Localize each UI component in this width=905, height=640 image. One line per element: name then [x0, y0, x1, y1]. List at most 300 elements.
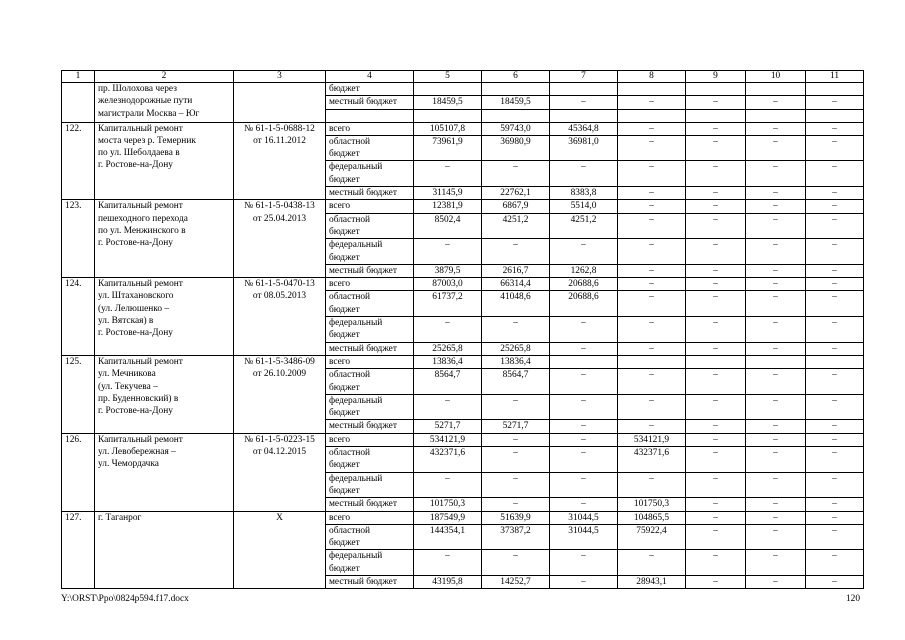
- funding-source-line: областной: [329, 525, 371, 536]
- object-name-cell: [95, 355, 234, 433]
- col-header: 4: [326, 71, 414, 83]
- amount-cell: 4251,2: [482, 213, 550, 239]
- funding-source-cell: [326, 96, 414, 109]
- amount-cell: –: [806, 342, 864, 355]
- object-name-line: г. Ростове-на-Дону: [98, 406, 173, 417]
- amount-cell: 12381,9: [414, 200, 482, 213]
- object-name-line: Капитальный ремонт: [98, 356, 183, 367]
- amount-cell: –: [806, 433, 864, 446]
- amount-cell: 36980,9: [482, 135, 550, 161]
- amount-cell: –: [482, 433, 550, 446]
- col-header: 3: [234, 71, 326, 83]
- funding-source-line: всего: [329, 123, 351, 134]
- amount-cell: –: [746, 317, 806, 343]
- funding-source-line: федеральный: [329, 318, 383, 329]
- amount-cell: –: [482, 498, 550, 511]
- object-name-line: г. Ростове-на-Дону: [98, 238, 173, 249]
- amount-cell: –: [746, 239, 806, 265]
- col-header: 10: [746, 71, 806, 83]
- amount-cell: –: [746, 342, 806, 355]
- table-row: [62, 511, 864, 524]
- amount-cell: –: [686, 550, 746, 576]
- header-row: [62, 71, 864, 83]
- amount-cell: 13836,4: [414, 355, 482, 368]
- amount-cell: 8502,4: [414, 213, 482, 239]
- funding-source-line: бюджет: [329, 304, 360, 315]
- amount-cell: [482, 83, 550, 96]
- amount-cell: [686, 109, 746, 122]
- object-name-line: ул. Чемордачка: [98, 459, 159, 470]
- amount-cell: 31044,5: [550, 511, 618, 524]
- amount-cell: –: [746, 96, 806, 109]
- amount-cell: 104865,5: [618, 511, 686, 524]
- amount-cell: 144354,1: [414, 524, 482, 550]
- amount-cell: [746, 109, 806, 122]
- item-number: 125.: [62, 355, 95, 433]
- amount-cell: 2616,7: [482, 264, 550, 277]
- amount-cell: –: [414, 239, 482, 265]
- funding-source-cell: [326, 135, 414, 161]
- amount-cell: –: [550, 317, 618, 343]
- funding-source-line: областной: [329, 370, 371, 381]
- amount-cell: –: [806, 447, 864, 473]
- amount-cell: –: [482, 472, 550, 498]
- amount-cell: 20688,6: [550, 291, 618, 317]
- amount-cell: –: [618, 420, 686, 433]
- table-row: [62, 200, 864, 213]
- funding-source-line: бюджет: [329, 84, 360, 94]
- funding-source-line: местный бюджет: [329, 97, 397, 108]
- amount-cell: –: [482, 550, 550, 576]
- amount-cell: –: [746, 524, 806, 550]
- amount-cell: –: [746, 550, 806, 576]
- amount-cell: –: [686, 575, 746, 588]
- amount-cell: –: [746, 291, 806, 317]
- footer-file-path: Y:\ORST\Ppo\0824p594.f17.docx: [61, 594, 189, 604]
- amount-cell: –: [618, 161, 686, 187]
- expertise-doc-line: от 08.05.2013: [252, 291, 307, 302]
- funding-source-cell: [326, 278, 414, 291]
- amount-cell: 187549,9: [414, 511, 482, 524]
- amount-cell: –: [686, 511, 746, 524]
- amount-cell: 6867,9: [482, 200, 550, 213]
- amount-cell: –: [686, 447, 746, 473]
- table-row: [62, 278, 864, 291]
- amount-cell: –: [550, 342, 618, 355]
- amount-cell: –: [806, 96, 864, 109]
- amount-cell: –: [414, 550, 482, 576]
- amount-cell: –: [618, 291, 686, 317]
- amount-cell: –: [686, 498, 746, 511]
- amount-cell: –: [618, 187, 686, 200]
- amount-cell: –: [806, 317, 864, 343]
- amount-cell: –: [806, 550, 864, 576]
- col-header: 5: [414, 71, 482, 83]
- amount-cell: –: [686, 369, 746, 395]
- col-header: 2: [95, 71, 234, 83]
- amount-cell: –: [746, 575, 806, 588]
- amount-cell: –: [550, 239, 618, 265]
- amount-cell: –: [806, 200, 864, 213]
- expertise-doc-line: № 61-1-5-0223-15: [244, 434, 315, 445]
- amount-cell: 28943,1: [618, 575, 686, 588]
- funding-source-cell: [326, 420, 414, 433]
- amount-cell: –: [618, 317, 686, 343]
- amount-cell: –: [806, 511, 864, 524]
- amount-cell: 534121,9: [414, 433, 482, 446]
- amount-cell: 43195,8: [414, 575, 482, 588]
- amount-cell: [550, 83, 618, 96]
- amount-cell: –: [806, 472, 864, 498]
- funding-source-line: бюджет: [329, 408, 360, 419]
- amount-cell: 101750,3: [618, 498, 686, 511]
- expertise-doc-cell: [234, 433, 326, 511]
- amount-cell: –: [618, 200, 686, 213]
- amount-cell: –: [686, 122, 746, 135]
- item-number: 123.: [62, 200, 95, 278]
- amount-cell: [746, 355, 806, 368]
- expertise-doc-cell: [234, 355, 326, 433]
- funding-source-cell: [326, 447, 414, 473]
- amount-cell: –: [806, 135, 864, 161]
- amount-cell: –: [746, 187, 806, 200]
- funding-source-cell: [326, 498, 414, 511]
- funding-source-line: всего: [329, 512, 351, 523]
- object-name-line: г. Ростове-на-Дону: [98, 160, 173, 171]
- amount-cell: [618, 109, 686, 122]
- amount-cell: –: [414, 161, 482, 187]
- object-name-line: моста через р. Темерник: [98, 135, 196, 146]
- amount-cell: 534121,9: [618, 433, 686, 446]
- object-name-cell: [95, 433, 234, 511]
- funding-source-cell: [326, 291, 414, 317]
- expertise-doc-line: № 61-1-5-0688-12: [244, 123, 315, 134]
- amount-cell: –: [550, 96, 618, 109]
- object-name-line: Капитальный ремонт: [98, 123, 183, 134]
- funding-source-cell: [326, 394, 414, 420]
- amount-cell: –: [618, 369, 686, 395]
- funding-source-line: местный бюджет: [329, 421, 397, 432]
- amount-cell: –: [806, 278, 864, 291]
- amount-cell: –: [746, 135, 806, 161]
- item-number: 127.: [62, 511, 95, 589]
- amount-cell: –: [686, 96, 746, 109]
- amount-cell: –: [746, 161, 806, 187]
- amount-cell: –: [550, 447, 618, 473]
- amount-cell: 22762,1: [482, 187, 550, 200]
- col-header: 6: [482, 71, 550, 83]
- funding-source-line: областной: [329, 136, 371, 147]
- amount-cell: [550, 355, 618, 368]
- amount-cell: 41048,6: [482, 291, 550, 317]
- amount-cell: –: [482, 161, 550, 187]
- funding-source-cell: [326, 200, 414, 213]
- amount-cell: –: [806, 187, 864, 200]
- amount-cell: –: [686, 342, 746, 355]
- object-name-line: г. Таганрог: [98, 512, 142, 523]
- funding-source-cell: [326, 355, 414, 368]
- amount-cell: –: [618, 135, 686, 161]
- amount-cell: 105107,8: [414, 122, 482, 135]
- amount-cell: –: [806, 369, 864, 395]
- funding-source-cell: [326, 511, 414, 524]
- amount-cell: [618, 83, 686, 96]
- amount-cell: –: [686, 317, 746, 343]
- amount-cell: 31044,5: [550, 524, 618, 550]
- amount-cell: –: [482, 317, 550, 343]
- amount-cell: –: [414, 317, 482, 343]
- amount-cell: 18459,5: [414, 96, 482, 109]
- amount-cell: 5514,0: [550, 200, 618, 213]
- amount-cell: –: [618, 239, 686, 265]
- amount-cell: 5271,7: [482, 420, 550, 433]
- amount-cell: –: [618, 550, 686, 576]
- object-name-line: (ул. Лелюшенко –: [98, 303, 170, 314]
- funding-source-line: всего: [329, 279, 351, 290]
- amount-cell: –: [686, 264, 746, 277]
- expertise-doc-cell: [234, 278, 326, 356]
- funding-source-line: бюджет: [329, 174, 360, 185]
- table-row: [62, 83, 864, 96]
- amount-cell: –: [482, 239, 550, 265]
- object-name-cell: [95, 83, 234, 123]
- object-name-line: Капитальный ремонт: [98, 201, 183, 212]
- col-header: 7: [550, 71, 618, 83]
- amount-cell: –: [746, 264, 806, 277]
- amount-cell: –: [550, 420, 618, 433]
- table-row: [62, 433, 864, 446]
- funding-source-line: бюджет: [329, 382, 360, 393]
- object-name-line: по ул. Шеболдаева в: [98, 148, 180, 159]
- amount-cell: [686, 83, 746, 96]
- expertise-doc-line: № 61-1-5-0470-13: [244, 279, 315, 290]
- amount-cell: –: [746, 278, 806, 291]
- funding-source-cell: [326, 369, 414, 395]
- amount-cell: 45364,8: [550, 122, 618, 135]
- object-name-line: железнодорожные пути: [98, 96, 193, 107]
- amount-cell: –: [746, 200, 806, 213]
- funding-source-cell: [326, 187, 414, 200]
- amount-cell: 101750,3: [414, 498, 482, 511]
- funding-source-line: бюджет: [329, 485, 360, 496]
- item-number: [62, 83, 95, 123]
- amount-cell: –: [618, 342, 686, 355]
- amount-cell: 87003,0: [414, 278, 482, 291]
- funding-source-cell: [326, 83, 414, 96]
- object-name-cell: [95, 511, 234, 589]
- amount-cell: –: [746, 394, 806, 420]
- amount-cell: 8564,7: [414, 369, 482, 395]
- item-number: 126.: [62, 433, 95, 511]
- funding-source-line: областной: [329, 292, 371, 303]
- funding-source-line: бюджет: [329, 538, 360, 549]
- amount-cell: 25265,8: [414, 342, 482, 355]
- amount-cell: –: [686, 291, 746, 317]
- object-name-line: ул. Левобережная –: [98, 447, 176, 458]
- footer-page-number: 120: [845, 594, 860, 604]
- amount-cell: –: [806, 524, 864, 550]
- funding-source-line: всего: [329, 201, 351, 212]
- amount-cell: 432371,6: [414, 447, 482, 473]
- amount-cell: –: [550, 498, 618, 511]
- amount-cell: –: [618, 264, 686, 277]
- amount-cell: –: [806, 213, 864, 239]
- amount-cell: 59743,0: [482, 122, 550, 135]
- amount-cell: –: [686, 278, 746, 291]
- object-name-cell: [95, 122, 234, 200]
- amount-cell: –: [746, 369, 806, 395]
- table-row: [62, 355, 864, 368]
- object-name-cell: [95, 200, 234, 278]
- object-name-line: ул. Мечникова: [98, 369, 156, 380]
- expertise-doc-cell: [234, 122, 326, 200]
- funding-source-cell: [326, 317, 414, 343]
- funding-source-cell: [326, 433, 414, 446]
- amount-cell: –: [550, 394, 618, 420]
- funding-source-line: бюджет: [329, 330, 360, 341]
- amount-cell: 31145,9: [414, 187, 482, 200]
- funding-source-line: местный бюджет: [329, 499, 397, 510]
- funding-source-line: всего: [329, 356, 351, 367]
- expertise-doc-line: от 26.10.2009: [252, 369, 307, 380]
- amount-cell: 18459,5: [482, 96, 550, 109]
- amount-cell: –: [686, 472, 746, 498]
- expertise-doc-cell: [234, 200, 326, 278]
- amount-cell: –: [746, 511, 806, 524]
- col-header: 8: [618, 71, 686, 83]
- funding-source-line: местный бюджет: [329, 188, 397, 199]
- funding-source-cell: [326, 161, 414, 187]
- amount-cell: 61737,2: [414, 291, 482, 317]
- amount-cell: 1262,8: [550, 264, 618, 277]
- expertise-doc-line: № 61-1-5-0438-13: [244, 201, 315, 212]
- amount-cell: 14252,7: [482, 575, 550, 588]
- budget-table: [61, 70, 864, 589]
- object-name-line: по ул. Менжинского в: [98, 225, 186, 236]
- amount-cell: –: [746, 447, 806, 473]
- amount-cell: –: [746, 472, 806, 498]
- object-name-line: ул. Штахановского: [98, 291, 174, 302]
- amount-cell: –: [550, 550, 618, 576]
- amount-cell: –: [686, 394, 746, 420]
- object-name-line: Капитальный ремонт: [98, 279, 183, 290]
- funding-source-line: федеральный: [329, 551, 383, 562]
- expertise-doc-line: от 04.12.2015: [252, 447, 307, 458]
- col-header: 9: [686, 71, 746, 83]
- funding-source-cell: [326, 472, 414, 498]
- funding-source-cell: [326, 264, 414, 277]
- expertise-doc-cell: [234, 511, 326, 589]
- amount-cell: –: [686, 187, 746, 200]
- amount-cell: –: [746, 433, 806, 446]
- amount-cell: 8383,8: [550, 187, 618, 200]
- amount-cell: [550, 109, 618, 122]
- funding-source-cell: [326, 122, 414, 135]
- funding-source-cell: [326, 342, 414, 355]
- amount-cell: [686, 355, 746, 368]
- amount-cell: [482, 109, 550, 122]
- amount-cell: –: [550, 369, 618, 395]
- amount-cell: 3879,5: [414, 264, 482, 277]
- amount-cell: –: [686, 239, 746, 265]
- amount-cell: [414, 83, 482, 96]
- amount-cell: –: [686, 213, 746, 239]
- amount-cell: 36981,0: [550, 135, 618, 161]
- amount-cell: 66314,4: [482, 278, 550, 291]
- amount-cell: 8564,7: [482, 369, 550, 395]
- amount-cell: 5271,7: [414, 420, 482, 433]
- object-name-line: Капитальный ремонт: [98, 434, 183, 445]
- object-name-line: ул. Вятская) в: [98, 316, 154, 327]
- amount-cell: –: [806, 264, 864, 277]
- amount-cell: –: [618, 122, 686, 135]
- funding-source-line: областной: [329, 214, 371, 225]
- amount-cell: 51639,9: [482, 511, 550, 524]
- expertise-doc-line: от 25.04.2013: [252, 213, 307, 224]
- amount-cell: –: [806, 575, 864, 588]
- col-header: 1: [62, 71, 95, 83]
- amount-cell: –: [686, 135, 746, 161]
- amount-cell: –: [686, 524, 746, 550]
- amount-cell: –: [414, 472, 482, 498]
- amount-cell: 20688,6: [550, 278, 618, 291]
- amount-cell: [806, 355, 864, 368]
- amount-cell: –: [806, 498, 864, 511]
- funding-source-line: областной: [329, 448, 371, 459]
- amount-cell: –: [806, 291, 864, 317]
- amount-cell: –: [806, 161, 864, 187]
- expertise-doc-line: Х: [276, 512, 283, 523]
- funding-source-line: бюджет: [329, 563, 360, 574]
- expertise-doc-cell: [234, 83, 326, 123]
- amount-cell: –: [550, 161, 618, 187]
- amount-cell: [806, 83, 864, 96]
- funding-source-line: местный бюджет: [329, 265, 397, 276]
- amount-cell: –: [686, 200, 746, 213]
- item-number: 122.: [62, 122, 95, 200]
- object-name-line: пр. Буденновский) в: [98, 393, 179, 404]
- object-name-line: пр. Шолохова через: [98, 84, 177, 94]
- amount-cell: –: [482, 447, 550, 473]
- funding-source-line: федеральный: [329, 240, 383, 251]
- amount-cell: –: [686, 420, 746, 433]
- funding-source-line: местный бюджет: [329, 576, 397, 587]
- amount-cell: –: [806, 122, 864, 135]
- amount-cell: –: [806, 239, 864, 265]
- funding-source-cell: [326, 550, 414, 576]
- object-name-line: магистрали Москва – Юг: [98, 108, 200, 119]
- amount-cell: 13836,4: [482, 355, 550, 368]
- amount-cell: –: [618, 394, 686, 420]
- amount-cell: 25265,8: [482, 342, 550, 355]
- funding-source-line: федеральный: [329, 395, 383, 406]
- amount-cell: –: [618, 96, 686, 109]
- amount-cell: –: [482, 394, 550, 420]
- amount-cell: –: [618, 472, 686, 498]
- amount-cell: 73961,9: [414, 135, 482, 161]
- object-name-line: г. Ростове-на-Дону: [98, 328, 173, 339]
- funding-source-line: бюджет: [329, 149, 360, 160]
- amount-cell: 75922,4: [618, 524, 686, 550]
- expertise-doc-line: от 16.11.2012: [253, 135, 306, 146]
- table-row: [62, 122, 864, 135]
- amount-cell: –: [550, 433, 618, 446]
- amount-cell: –: [746, 420, 806, 433]
- amount-cell: –: [618, 213, 686, 239]
- amount-cell: –: [414, 394, 482, 420]
- object-name-cell: [95, 278, 234, 356]
- amount-cell: –: [618, 278, 686, 291]
